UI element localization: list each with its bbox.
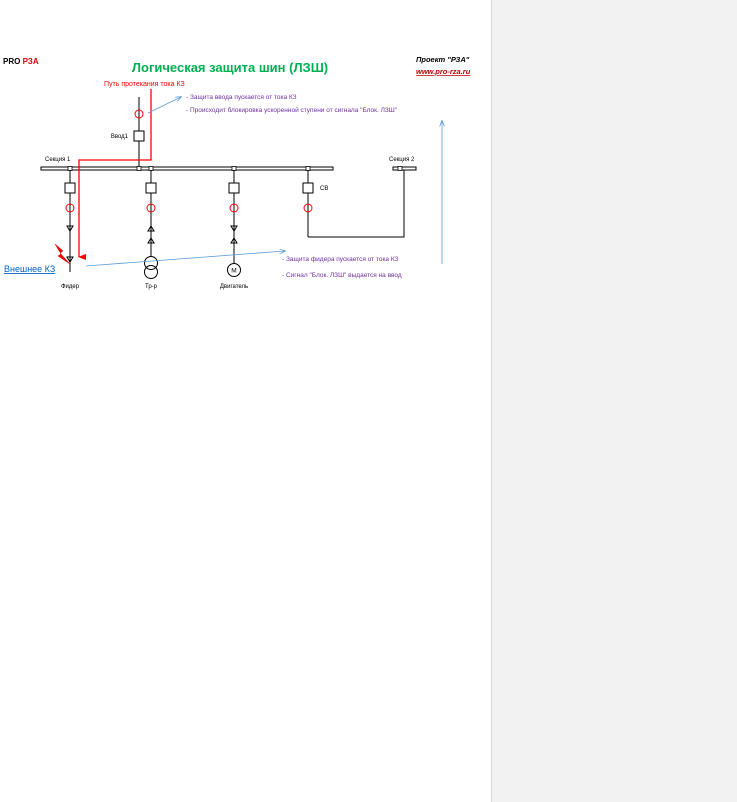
feeder-note-arrow <box>86 251 285 266</box>
transformer-bay <box>146 170 156 257</box>
bus-coupler-bay <box>303 170 404 237</box>
section1-label: Секция 1 <box>45 157 71 163</box>
feeder-note-1: - Защита фидера пускается от тока КЗ <box>282 256 399 263</box>
incomer-breaker <box>134 131 144 141</box>
motor-symbol-letter: М <box>231 267 237 275</box>
project-name: Проект "РЗА" <box>416 55 470 64</box>
motor-bay <box>229 170 239 264</box>
section2-busbar <box>393 167 416 170</box>
bus-coupler-label: СВ <box>320 186 329 192</box>
external-fault-link[interactable]: Внешнее КЗ <box>4 264 56 274</box>
section2-label: Секция 2 <box>389 157 415 163</box>
feeder-label: Фидер <box>60 284 80 290</box>
feeder-bay <box>65 170 75 272</box>
lightning-icon <box>55 244 70 264</box>
section1-busbar <box>41 167 333 170</box>
motor-label: Двигатель <box>219 284 249 290</box>
lzsh-diagram <box>0 0 491 300</box>
fault-path-label: Путь протекания тока КЗ <box>104 81 185 88</box>
incomer-note-arrow <box>148 97 181 113</box>
transformer-label: Тр-р <box>145 284 157 290</box>
incomer-note-1: - Защита ввода пускается от тока КЗ <box>186 94 297 101</box>
fault-current-path <box>79 89 151 257</box>
page-title: Логическая защита шин (ЛЗШ) <box>131 60 329 75</box>
project-link[interactable]: www.pro-rza.ru <box>416 67 471 76</box>
transformer-winding-2 <box>145 266 158 279</box>
incomer-label: Ввод1 <box>110 134 128 140</box>
logo: PRO РЗА <box>3 57 39 66</box>
side-panel <box>491 0 737 802</box>
incomer-note-2: - Происходит блокировка ускоренной ступени от сигнала "Блок. ЛЗШ" <box>186 107 398 114</box>
feeder-note-2: - Сигнал "Блок. ЛЗШ" выдается на ввод <box>282 272 402 279</box>
